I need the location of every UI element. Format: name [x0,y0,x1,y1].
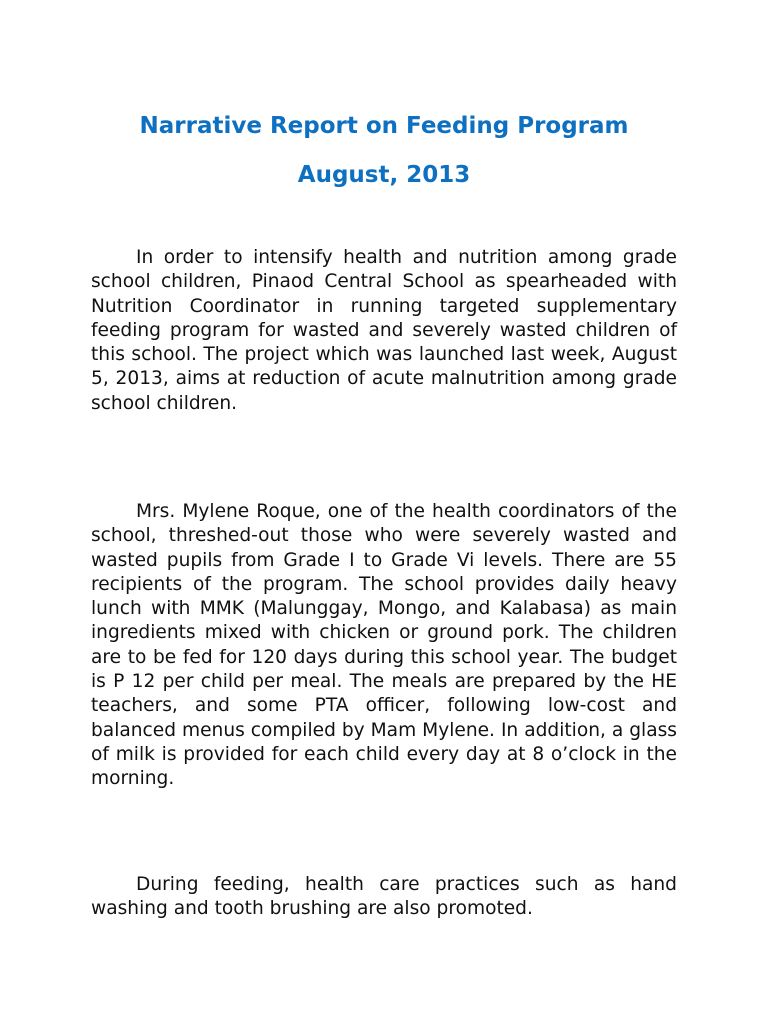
paragraph-details: Mrs. Mylene Roque, one of the health coordinators of the school, threshed-out those who were severely wasted and wasted pupils from Grade I to Grade Vi levels. There are 55 recipients of the program. The school provides daily heavy lunch with MMK (Malunggay, Mongo, and Kalabasa) as main ingredients mixed with chicken or ground pork. The children are to be fed for 120 days during this school year. The budget is P 12 per child per meal. The meals are prepared by the HE teachers, and some PTA officer, following low-cost and balanced menus compiled by Mam Mylene. In addition, a glass of milk is provided for each child every day at 8 o’clock in the morning. [91,501,677,790]
document-title: Narrative Report on Feeding Program [139,113,629,139]
paragraph-intro: In order to intensify health and nutrition among grade school children, Pinaod Central School as spearheaded with Nutrition Coordinator in running targeted supplementary feeding program for wasted and severely wasted children of this school. The project which was launched last week, August 5, 2013, aims at reduction of acute malnutrition among grade school children. [91,247,677,414]
document-date: August, 2013 [297,162,471,188]
paragraph-practices: During feeding, health care practices such as hand washing and tooth brushing are also promoted. [91,874,677,920]
